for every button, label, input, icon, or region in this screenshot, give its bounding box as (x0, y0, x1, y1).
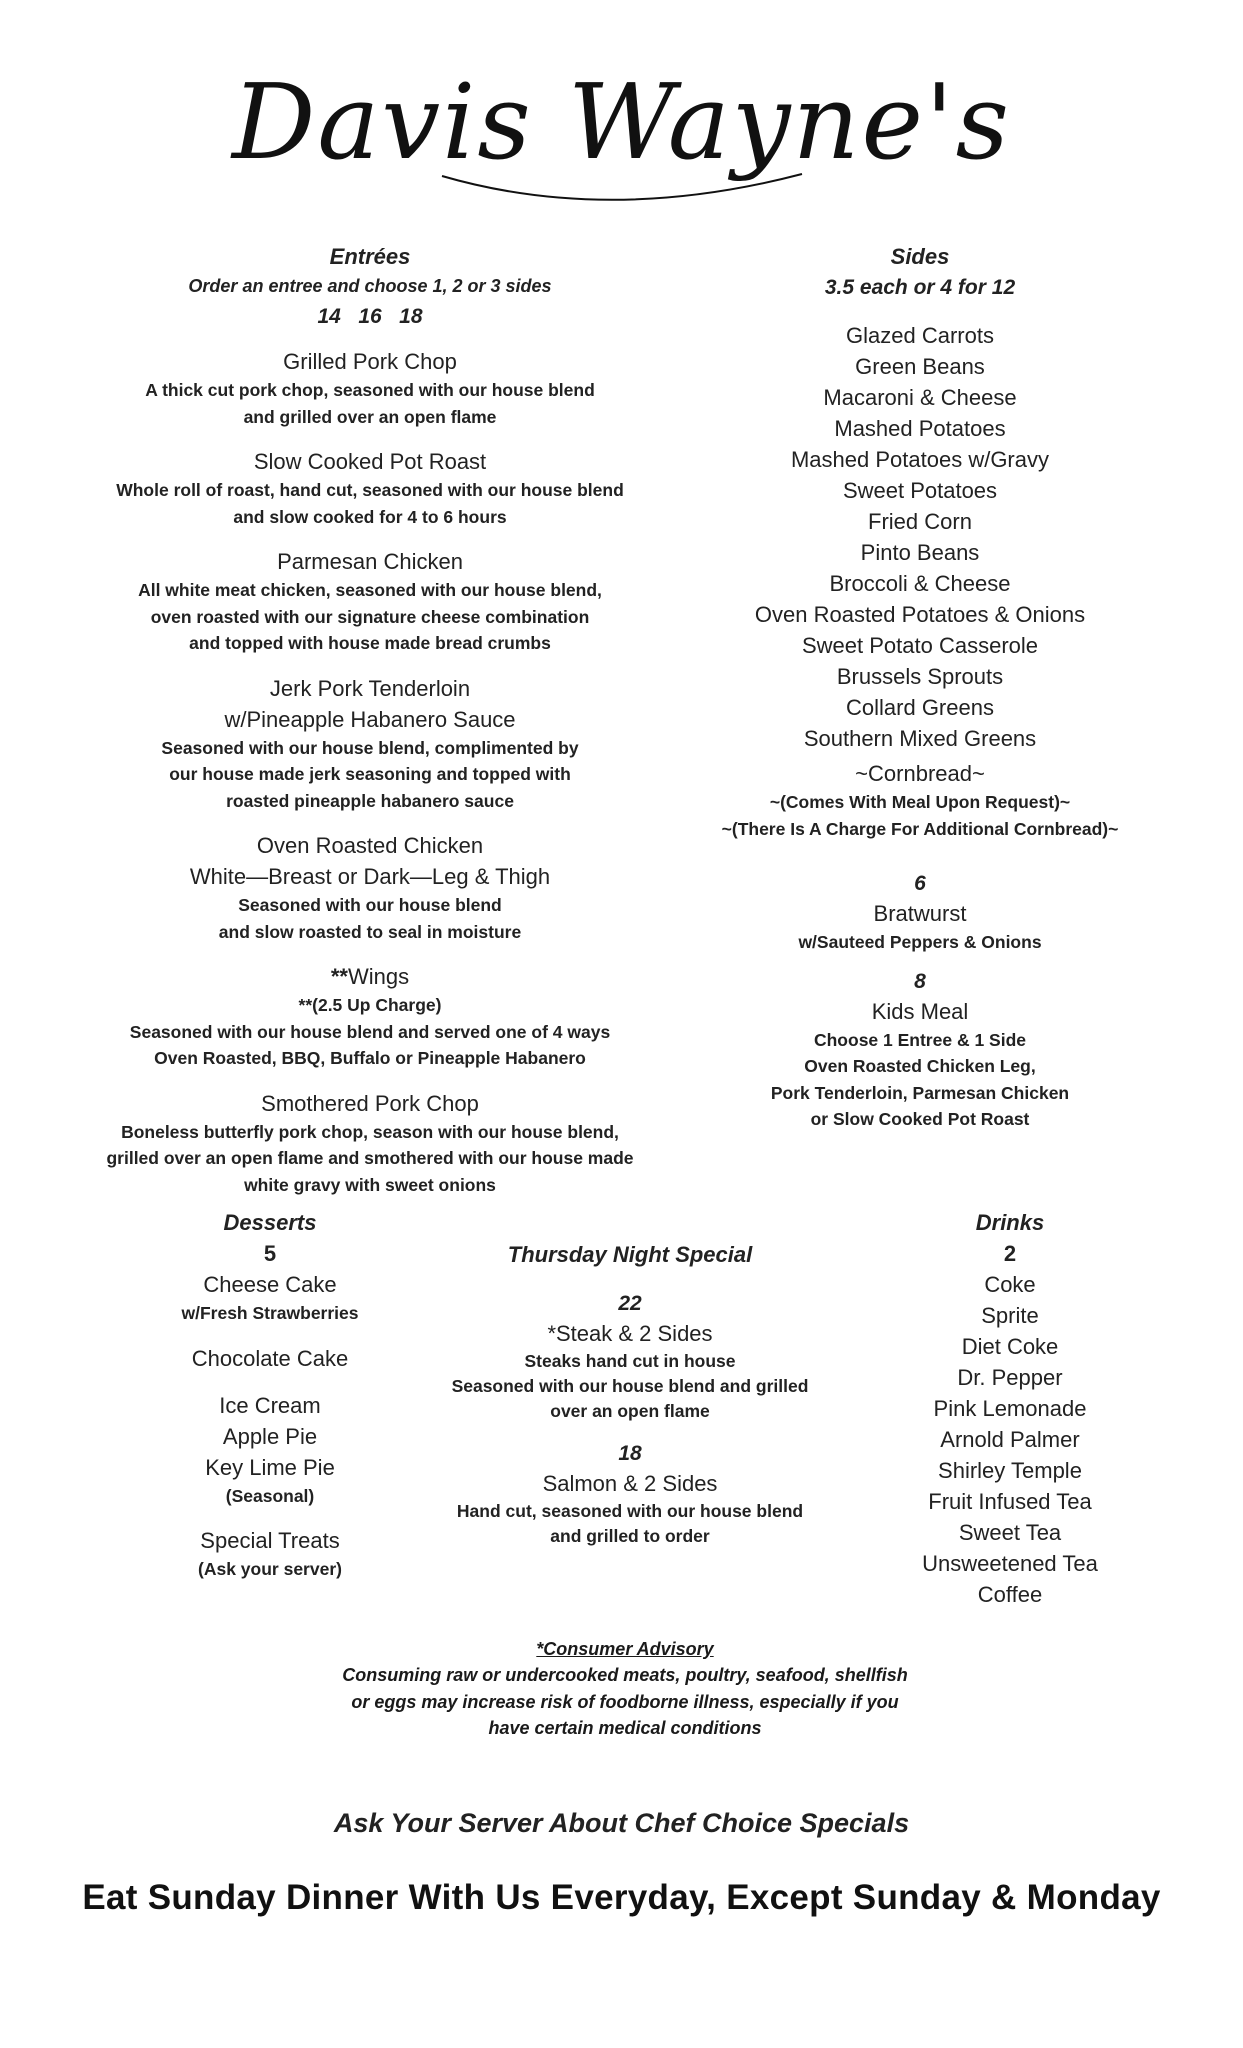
kids-meal-name: Kids Meal (871, 998, 969, 1024)
desserts-title: Desserts (223, 1210, 317, 1235)
side-item: Sweet Potato Casserole (801, 633, 1039, 658)
entree-item (80, 830, 660, 945)
side-item: Oven Roasted Potatoes & Onions (754, 602, 1086, 627)
entree-item (80, 546, 660, 657)
entree-desc-line: white gravy with sweet onions (244, 1174, 496, 1195)
thursday-special-section (405, 1240, 855, 1549)
side-item: Collard Greens (846, 695, 994, 720)
entree-desc-line: oven roasted with our signature cheese combination (150, 606, 590, 627)
dessert-item: Ice Cream (219, 1392, 321, 1418)
drink-item: Fruit Infused Tea (928, 1489, 1092, 1514)
tagline: Eat Sunday Dinner With Us Everyday, Except Sunday & Monday (82, 1878, 1161, 1917)
entree-name: Grilled Pork Chop (283, 349, 457, 374)
entrees-prices: 14 16 18 (317, 305, 423, 328)
dessert-note: (Seasonal) (225, 1485, 315, 1506)
entrees-section (80, 242, 660, 1198)
dessert-item: Special Treats (200, 1528, 340, 1553)
bratwurst-price: 6 (914, 872, 926, 895)
advisory-title: *Consumer Advisory (536, 1639, 714, 1659)
side-item: Southern Mixed Greens (803, 726, 1037, 751)
side-item: Mashed Potatoes w/Gravy (790, 447, 1049, 472)
kids-meal-price: 8 (914, 969, 926, 993)
steak-desc-line: over an open flame (550, 1401, 710, 1421)
advisory-line: have certain medical conditions (488, 1718, 762, 1738)
entree-desc-line: Seasoned with our house blend and served one of 4 ways (129, 1021, 611, 1042)
entree-desc-line: A thick cut pork chop, seasoned with our house blend (145, 380, 595, 400)
steak-price: 22 (618, 1292, 642, 1315)
salmon-price: 18 (618, 1442, 642, 1465)
kids-meal-desc-line: Choose 1 Entree & 1 Side (813, 1029, 1026, 1050)
entree-name: Jerk Pork Tenderloin (269, 675, 471, 701)
drinks-section (900, 1208, 1120, 1610)
dessert-item: Apple Pie (222, 1423, 318, 1449)
side-item: Sweet Potatoes (842, 478, 998, 503)
entree-desc-line: and slow roasted to seal in moisture (218, 921, 522, 942)
kids-meal-desc-line: Pork Tenderloin, Parmesan Chicken (770, 1082, 1070, 1103)
salmon-name: Salmon & 2 Sides (542, 1471, 718, 1496)
logo-text: Davis Wayne's (232, 61, 1011, 183)
entree-desc-line: **(2.5 Up Charge) (298, 995, 442, 1015)
entree-item (80, 446, 660, 530)
drink-item: Coffee (977, 1582, 1043, 1607)
entree-desc-line: roasted pineapple habanero sauce (226, 790, 514, 811)
drink-item: Dr. Pepper (957, 1365, 1063, 1390)
sides-section (690, 242, 1150, 1133)
dessert-item: Key Lime Pie (205, 1454, 335, 1480)
consumer-advisory (290, 1636, 960, 1742)
drink-item: Coke (984, 1272, 1036, 1297)
drink-item: Sprite (981, 1303, 1039, 1328)
dessert-item: Cheese Cake (203, 1272, 337, 1297)
entree-desc-line: and topped with house made bread crumbs (189, 633, 551, 653)
drinks-title: Drinks (975, 1210, 1045, 1235)
entree-desc-line: and grilled over an open flame (243, 406, 497, 427)
thursday-title: Thursday Night Special (507, 1242, 753, 1267)
drink-item: Shirley Temple (938, 1458, 1082, 1483)
kids-meal-desc-line: Oven Roasted Chicken Leg, (804, 1056, 1036, 1076)
side-item: Green Beans (855, 354, 985, 379)
steak-name: *Steak & 2 Sides (547, 1321, 713, 1346)
bratwurst-name: Bratwurst (873, 901, 967, 926)
drink-item: Arnold Palmer (940, 1427, 1080, 1452)
side-item: Broccoli & Cheese (829, 571, 1011, 596)
entree-name: Parmesan Chicken (277, 549, 463, 574)
entree-item (80, 1088, 660, 1199)
entrees-subtitle: Order an entree and choose 1, 2 or 3 sides (188, 276, 552, 296)
sides-title: Sides (890, 244, 950, 269)
drink-item: Sweet Tea (958, 1520, 1062, 1545)
cornbread-item: ~Cornbread~ (855, 761, 985, 786)
entree-name-line2: White—Breast or Dark—Leg & Thigh (189, 864, 551, 889)
side-item: Pinto Beans (860, 540, 980, 565)
entree-item (80, 346, 660, 430)
entree-desc-line: All white meat chicken, seasoned with our house blend, (138, 580, 602, 600)
entree-item (80, 673, 660, 815)
cornbread-note: ~(There Is A Charge For Additional Cornbread)~ (721, 818, 1119, 839)
drink-item: Diet Coke (961, 1334, 1059, 1359)
side-item: Fried Corn (868, 509, 972, 534)
entree-desc-line: Whole roll of roast, hand cut, seasoned with our house blend (116, 480, 624, 500)
advisory-line: or eggs may increase risk of foodborne illness, especially if you (351, 1691, 899, 1712)
desserts-section (150, 1208, 390, 1583)
salmon-desc-line: and grilled to order (550, 1526, 710, 1546)
side-item: Mashed Potatoes (834, 416, 1006, 441)
entree-desc-line: our house made jerk seasoning and topped with (169, 764, 571, 784)
dessert-note: (Ask your server) (198, 1559, 342, 1579)
dessert-item: Chocolate Cake (191, 1345, 349, 1371)
steak-desc-line: Steaks hand cut in house (524, 1351, 736, 1371)
entree-name-text: Wings (348, 964, 410, 989)
steak-desc-line: Seasoned with our house blend and grilled (451, 1376, 809, 1396)
entree-name-prefix: ** (330, 964, 348, 989)
chef-specials-note: Ask Your Server About Chef Choice Specials (333, 1808, 910, 1838)
entree-item (80, 961, 660, 1072)
salmon-desc-line: Hand cut, seasoned with our house blend (456, 1501, 804, 1521)
entree-name-line2: w/Pineapple Habanero Sauce (224, 706, 516, 732)
drinks-price: 2 (1003, 1241, 1017, 1266)
dessert-note: w/Fresh Strawberries (181, 1303, 359, 1323)
entree-name: Slow Cooked Pot Roast (253, 449, 487, 474)
entree-desc-line: and slow cooked for 4 to 6 hours (233, 506, 507, 527)
entree-name (80, 961, 660, 992)
side-item: Macaroni & Cheese (823, 385, 1017, 410)
entree-name: Smothered Pork Chop (261, 1090, 479, 1116)
sides-price: 3.5 each or 4 for 12 (824, 276, 1016, 299)
side-item: Glazed Carrots (846, 323, 994, 348)
advisory-line: Consuming raw or undercooked meats, poultry, seafood, shellfish (342, 1665, 908, 1685)
drink-item: Pink Lemonade (933, 1396, 1087, 1421)
kids-meal-desc-line: or Slow Cooked Pot Roast (810, 1109, 1030, 1129)
entree-desc-line: Seasoned with our house blend (238, 895, 502, 915)
desserts-price: 5 (263, 1241, 277, 1266)
entree-desc-line: Seasoned with our house blend, complimented by (161, 737, 579, 758)
entree-name: Oven Roasted Chicken (256, 833, 484, 858)
entree-desc-line: Oven Roasted, BBQ, Buffalo or Pineapple Habanero (154, 1048, 586, 1068)
cornbread-note: ~(Comes With Meal Upon Request)~ (769, 792, 1071, 812)
bratwurst-desc: w/Sauteed Peppers & Onions (798, 932, 1042, 952)
restaurant-logo (0, 61, 1243, 208)
entree-desc-line: grilled over an open flame and smothered with our house made (106, 1148, 634, 1168)
entrees-title: Entrées (329, 244, 411, 269)
drink-item: Unsweetened Tea (922, 1551, 1098, 1576)
side-item: Brussels Sprouts (836, 664, 1004, 689)
entree-desc-line: Boneless butterfly pork chop, season with our house blend, (121, 1121, 619, 1142)
